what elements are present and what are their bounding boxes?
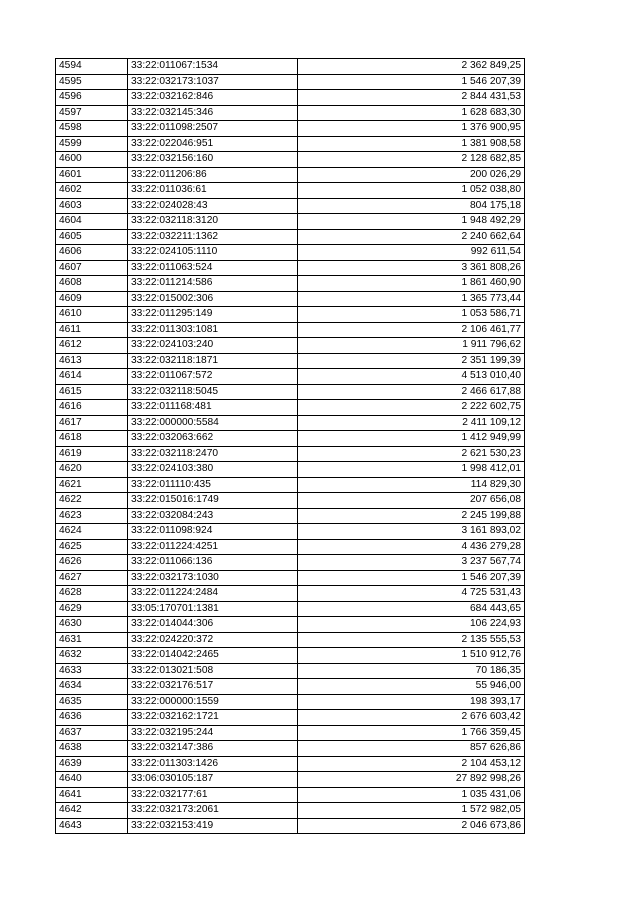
row-number-cell: 4630 [56,617,128,633]
table-row [56,725,525,741]
table-row [56,353,525,369]
value-cell: 3 237 567,74 [298,555,525,571]
table-row [56,493,525,509]
value-cell: 1 546 207,39 [298,570,525,586]
row-number-cell: 4604 [56,214,128,230]
table-row [56,214,525,230]
cadastral-number-cell: 33:22:011295:149 [128,307,298,323]
row-number-cell: 4610 [56,307,128,323]
cadastral-number-cell: 33:22:015016:1749 [128,493,298,509]
cadastral-number-cell: 33:22:011067:1534 [128,59,298,75]
value-cell: 70 186,35 [298,663,525,679]
table-row [56,570,525,586]
value-cell: 2 844 431,53 [298,90,525,106]
cadastral-number-cell: 33:22:011168:481 [128,400,298,416]
row-number-cell: 4601 [56,167,128,183]
row-number-cell: 4639 [56,756,128,772]
row-number-cell: 4640 [56,772,128,788]
cadastral-number-cell: 33:22:032162:1721 [128,710,298,726]
row-number-cell: 4622 [56,493,128,509]
value-cell: 2 240 662,64 [298,229,525,245]
table-row [56,787,525,803]
row-number-cell: 4606 [56,245,128,261]
cadastral-number-cell: 33:22:015002:306 [128,291,298,307]
value-cell: 804 175,18 [298,198,525,214]
value-cell: 207 656,08 [298,493,525,509]
table-row [56,152,525,168]
table-row [56,710,525,726]
row-number-cell: 4632 [56,648,128,664]
value-cell: 2 466 617,88 [298,384,525,400]
cadastral-number-cell: 33:22:032063:662 [128,431,298,447]
table-row [56,741,525,757]
cadastral-number-cell: 33:22:032156:160 [128,152,298,168]
cadastral-number-cell: 33:05:170701:1381 [128,601,298,617]
value-cell: 1 052 038,80 [298,183,525,199]
cadastral-number-cell: 33:22:022046:951 [128,136,298,152]
cadastral-number-cell: 33:22:011224:2484 [128,586,298,602]
value-cell: 55 946,00 [298,679,525,695]
row-number-cell: 4635 [56,694,128,710]
value-cell: 1 412 949,99 [298,431,525,447]
cadastral-number-cell: 33:22:011224:4251 [128,539,298,555]
cadastral-number-cell: 33:22:032118:2470 [128,446,298,462]
row-number-cell: 4638 [56,741,128,757]
table-row [56,694,525,710]
table-row [56,524,525,540]
table-row [56,136,525,152]
row-number-cell: 4595 [56,74,128,90]
row-number-cell: 4621 [56,477,128,493]
table-row [56,260,525,276]
cadastral-value-table [55,58,525,834]
row-number-cell: 4641 [56,787,128,803]
table-row [56,431,525,447]
value-cell: 2 046 673,86 [298,818,525,834]
table-body [56,59,525,834]
row-number-cell: 4631 [56,632,128,648]
row-number-cell: 4627 [56,570,128,586]
value-cell: 3 361 808,26 [298,260,525,276]
cadastral-number-cell: 33:22:032145:346 [128,105,298,121]
table-row [56,586,525,602]
value-cell: 1 911 796,62 [298,338,525,354]
cadastral-number-cell: 33:22:032084:243 [128,508,298,524]
table-row [56,338,525,354]
row-number-cell: 4594 [56,59,128,75]
cadastral-number-cell: 33:22:011036:61 [128,183,298,199]
cadastral-number-cell: 33:22:000000:1559 [128,694,298,710]
cadastral-number-cell: 33:22:024105:1110 [128,245,298,261]
cadastral-number-cell: 33:22:011067:572 [128,369,298,385]
cadastral-number-cell: 33:22:011098:2507 [128,121,298,137]
table-row [56,59,525,75]
row-number-cell: 4636 [56,710,128,726]
row-number-cell: 4625 [56,539,128,555]
table-row [56,276,525,292]
table-row [56,663,525,679]
row-number-cell: 4607 [56,260,128,276]
cadastral-number-cell: 33:22:032173:1037 [128,74,298,90]
row-number-cell: 4634 [56,679,128,695]
cadastral-number-cell: 33:22:011110:435 [128,477,298,493]
cadastral-number-cell: 33:22:014044:306 [128,617,298,633]
row-number-cell: 4620 [56,462,128,478]
value-cell: 1 948 492,29 [298,214,525,230]
row-number-cell: 4624 [56,524,128,540]
table-row [56,307,525,323]
cadastral-number-cell: 33:22:032173:1030 [128,570,298,586]
table-row [56,105,525,121]
table-row [56,291,525,307]
cadastral-number-cell: 33:22:000000:5584 [128,415,298,431]
table-row [56,617,525,633]
row-number-cell: 4615 [56,384,128,400]
value-cell: 1 510 912,76 [298,648,525,664]
value-cell: 1 861 460,90 [298,276,525,292]
value-cell: 2 128 682,85 [298,152,525,168]
row-number-cell: 4626 [56,555,128,571]
table-row [56,90,525,106]
row-number-cell: 4597 [56,105,128,121]
table-row [56,679,525,695]
value-cell: 2 104 453,12 [298,756,525,772]
cadastral-number-cell: 33:22:011214:586 [128,276,298,292]
row-number-cell: 4600 [56,152,128,168]
cadastral-number-cell: 33:22:024028:43 [128,198,298,214]
table-row [56,245,525,261]
value-cell: 2 676 603,42 [298,710,525,726]
row-number-cell: 4619 [56,446,128,462]
value-cell: 1 035 431,06 [298,787,525,803]
value-cell: 2 222 602,75 [298,400,525,416]
row-number-cell: 4642 [56,803,128,819]
table-row [56,818,525,834]
value-cell: 2 106 461,77 [298,322,525,338]
cadastral-number-cell: 33:22:032162:846 [128,90,298,106]
row-number-cell: 4603 [56,198,128,214]
table-row [56,772,525,788]
cadastral-number-cell: 33:22:011303:1081 [128,322,298,338]
cadastral-number-cell: 33:22:011206:86 [128,167,298,183]
value-cell: 1 365 773,44 [298,291,525,307]
value-cell: 2 351 199,39 [298,353,525,369]
row-number-cell: 4605 [56,229,128,245]
table-row [56,322,525,338]
value-cell: 2 411 109,12 [298,415,525,431]
value-cell: 200 026,29 [298,167,525,183]
row-number-cell: 4628 [56,586,128,602]
table-row [56,508,525,524]
cadastral-number-cell: 33:22:032195:244 [128,725,298,741]
row-number-cell: 4613 [56,353,128,369]
table-row [56,167,525,183]
value-cell: 3 161 893,02 [298,524,525,540]
value-cell: 2 621 530,23 [298,446,525,462]
cadastral-number-cell: 33:22:011098:924 [128,524,298,540]
table-row [56,632,525,648]
cadastral-number-cell: 33:22:032173:2061 [128,803,298,819]
row-number-cell: 4633 [56,663,128,679]
table-row [56,756,525,772]
cadastral-number-cell: 33:22:032211:1362 [128,229,298,245]
row-number-cell: 4598 [56,121,128,137]
row-number-cell: 4643 [56,818,128,834]
value-cell: 106 224,93 [298,617,525,633]
value-cell: 27 892 998,26 [298,772,525,788]
table-row [56,121,525,137]
table-row [56,648,525,664]
cadastral-number-cell: 33:22:032118:3120 [128,214,298,230]
value-cell: 1 546 207,39 [298,74,525,90]
value-cell: 4 513 010,40 [298,369,525,385]
value-cell: 1 766 359,45 [298,725,525,741]
value-cell: 114 829,30 [298,477,525,493]
value-cell: 4 436 279,28 [298,539,525,555]
row-number-cell: 4623 [56,508,128,524]
cadastral-number-cell: 33:22:024103:380 [128,462,298,478]
row-number-cell: 4611 [56,322,128,338]
cadastral-number-cell: 33:22:032147:386 [128,741,298,757]
table-row [56,446,525,462]
value-cell: 1 053 586,71 [298,307,525,323]
table-row [56,400,525,416]
cadastral-number-cell: 33:22:014042:2465 [128,648,298,664]
cadastral-number-cell: 33:22:011063:524 [128,260,298,276]
row-number-cell: 4618 [56,431,128,447]
row-number-cell: 4599 [56,136,128,152]
table-row [56,601,525,617]
value-cell: 2 245 199,88 [298,508,525,524]
cadastral-number-cell: 33:22:032118:1871 [128,353,298,369]
row-number-cell: 4637 [56,725,128,741]
value-cell: 2 362 849,25 [298,59,525,75]
table-row [56,198,525,214]
value-cell: 1 572 982,05 [298,803,525,819]
row-number-cell: 4616 [56,400,128,416]
row-number-cell: 4608 [56,276,128,292]
table-row [56,183,525,199]
cadastral-number-cell: 33:06:030105:187 [128,772,298,788]
table-row [56,369,525,385]
table-row [56,384,525,400]
value-cell: 992 611,54 [298,245,525,261]
table-row [56,462,525,478]
value-cell: 2 135 555,53 [298,632,525,648]
row-number-cell: 4617 [56,415,128,431]
cadastral-number-cell: 33:22:032177:61 [128,787,298,803]
cadastral-number-cell: 33:22:032153:419 [128,818,298,834]
value-cell: 857 626,86 [298,741,525,757]
cadastral-number-cell: 33:22:024103:240 [128,338,298,354]
value-cell: 1 628 683,30 [298,105,525,121]
value-cell: 198 393,17 [298,694,525,710]
row-number-cell: 4612 [56,338,128,354]
row-number-cell: 4629 [56,601,128,617]
cadastral-number-cell: 33:22:032176:517 [128,679,298,695]
cadastral-number-cell: 33:22:013021:508 [128,663,298,679]
cadastral-number-cell: 33:22:024220:372 [128,632,298,648]
table-row [56,415,525,431]
cadastral-number-cell: 33:22:011066:136 [128,555,298,571]
table-row [56,229,525,245]
cadastral-number-cell: 33:22:011303:1426 [128,756,298,772]
value-cell: 684 443,65 [298,601,525,617]
row-number-cell: 4596 [56,90,128,106]
row-number-cell: 4602 [56,183,128,199]
value-cell: 1 998 412,01 [298,462,525,478]
table-row [56,74,525,90]
table-row [56,477,525,493]
row-number-cell: 4609 [56,291,128,307]
cadastral-number-cell: 33:22:032118:5045 [128,384,298,400]
value-cell: 1 376 900,95 [298,121,525,137]
table-row [56,539,525,555]
value-cell: 1 381 908,58 [298,136,525,152]
table-row [56,555,525,571]
table-row [56,803,525,819]
value-cell: 4 725 531,43 [298,586,525,602]
row-number-cell: 4614 [56,369,128,385]
